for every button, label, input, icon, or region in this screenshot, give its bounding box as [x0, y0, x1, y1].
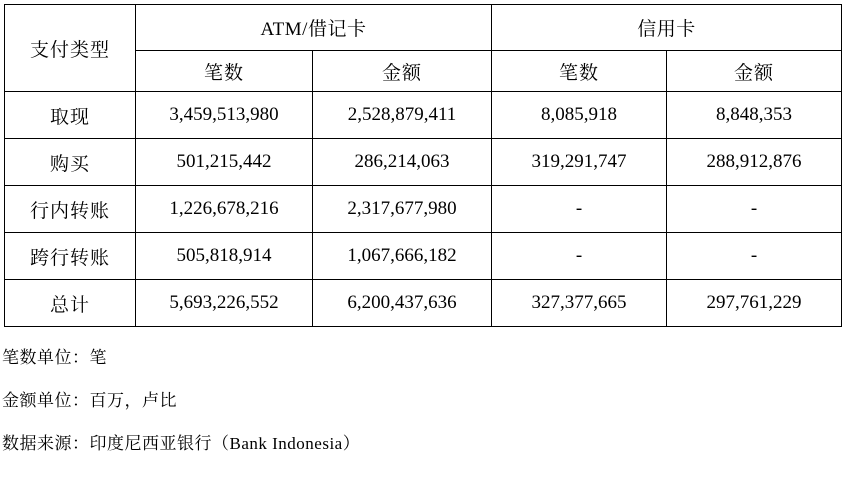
header-payment-type: 支付类型: [5, 5, 136, 92]
cell-value: 505,818,914: [136, 233, 313, 280]
table-row: [5, 233, 842, 280]
cell-value: 1,067,666,182: [313, 233, 492, 280]
cell-value: 3,459,513,980: [136, 92, 313, 139]
cell-value: -: [667, 186, 842, 233]
payment-statistics-table: [4, 4, 842, 327]
row-label: 取现: [5, 92, 136, 139]
header-group-credit-card: 信用卡: [492, 5, 842, 51]
row-label: 购买: [5, 139, 136, 186]
table-notes: [2, 349, 845, 452]
cell-value: 2,317,677,980: [313, 186, 492, 233]
table-body: [5, 92, 842, 327]
cell-value: 8,085,918: [492, 92, 667, 139]
header-group-atm-debit: ATM/借记卡: [136, 5, 492, 51]
cell-value: 327,377,665: [492, 280, 667, 327]
table-row: [5, 92, 842, 139]
note-data-source: 数据来源：印度尼西亚银行（Bank Indonesia）: [2, 434, 361, 453]
table-row: [5, 186, 842, 233]
cell-value: 8,848,353: [667, 92, 842, 139]
cell-value: -: [492, 233, 667, 280]
cell-value: 6,200,437,636: [313, 280, 492, 327]
header-atm-count: 笔数: [136, 51, 313, 92]
row-label: 行内转账: [5, 186, 136, 233]
cell-value: 1,226,678,216: [136, 186, 313, 233]
cell-value: 319,291,747: [492, 139, 667, 186]
cell-value: 5,693,226,552: [136, 280, 313, 327]
cell-value: 286,214,063: [313, 139, 492, 186]
row-label: 总计: [5, 280, 136, 327]
header-credit-amount: 金额: [667, 51, 842, 92]
header-row-groups: [5, 5, 842, 51]
header-credit-count: 笔数: [492, 51, 667, 92]
row-label: 跨行转账: [5, 233, 136, 280]
table-row-total: [5, 280, 842, 327]
table-row: [5, 139, 842, 186]
note-count-unit: 笔数单位：笔: [2, 348, 107, 367]
cell-value: 288,912,876: [667, 139, 842, 186]
cell-value: -: [667, 233, 842, 280]
table-header: [5, 5, 842, 92]
header-atm-amount: 金额: [313, 51, 492, 92]
cell-value: -: [492, 186, 667, 233]
cell-value: 2,528,879,411: [313, 92, 492, 139]
document-page: [0, 4, 845, 493]
cell-value: 297,761,229: [667, 280, 842, 327]
note-amount-unit: 金额单位：百万，卢比: [2, 391, 177, 410]
cell-value: 501,215,442: [136, 139, 313, 186]
